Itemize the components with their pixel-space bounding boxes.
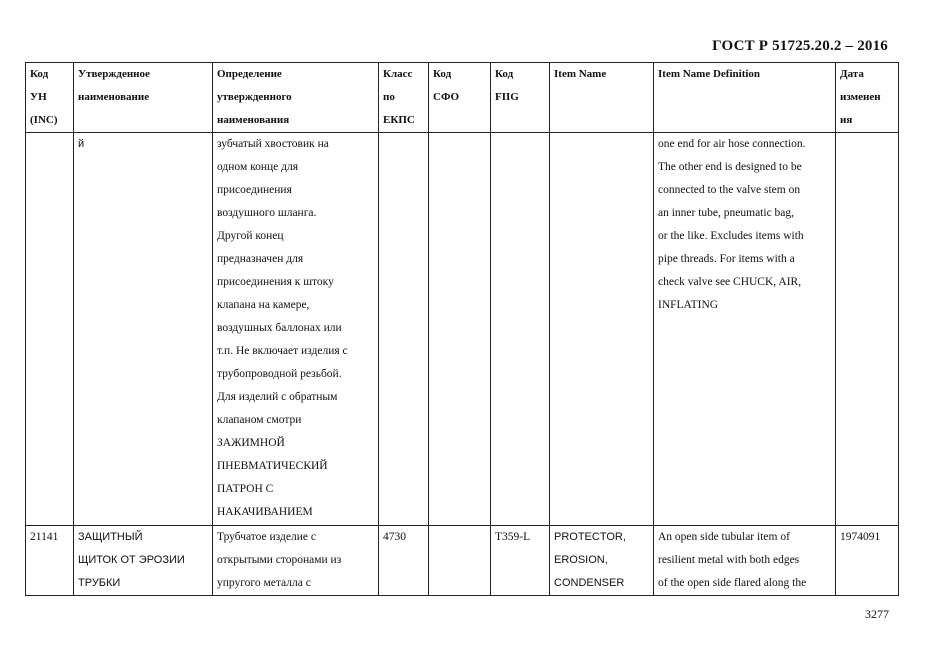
cell-line: Класс [383,68,413,80]
header-approved-name [74,63,213,133]
cell-inc [26,133,74,526]
cell-line: изменен [840,91,881,103]
cell-line: ТРУБКИ [78,577,121,589]
cell-line: Определение [217,68,282,80]
cell-class [379,133,429,526]
cell-approved-name [74,526,213,596]
cell-line: of the open side flared along the [658,577,807,589]
header-row [26,63,899,133]
table-row [26,133,899,526]
cell-line: Утвержденное [78,68,150,80]
cell-sfo [429,526,491,596]
document-title: ГОСТ Р 51725.20.2 – 2016 [712,38,888,54]
cell-fiig [491,133,550,526]
cell-line: Для изделий с обратным [217,391,338,403]
cell-line: EROSION, [554,554,608,566]
cell-line: трубопроводной резьбой. [217,368,342,380]
cell-line: Другой конец [217,230,284,242]
cell-line: ЗАЖИМНОЙ [217,437,285,449]
cell-line: УН [30,91,47,103]
cell-line: клапаном смотри [217,414,302,426]
cell-line: ЕКПС [383,114,415,126]
cell-line: check valve see CHUCK, AIR, [658,276,802,288]
header-item-name [550,63,654,133]
cell-line: й [78,138,85,150]
cell-line: Код [495,68,514,80]
cell-line: ЗАЩИТНЫЙ [78,531,143,543]
cell-line: Item Name Definition [658,68,761,80]
cell-line: клапана на камере, [217,299,310,311]
cell-line: воздушных баллонах или [217,322,342,334]
cell-line: PROTECTOR, [554,531,626,543]
cell-line: по [383,91,395,103]
header-class [379,63,429,133]
cell-sfo [429,133,491,526]
cell-line: 1974091 [840,531,881,543]
cell-line: т.п. Не включает изделия с [217,345,348,357]
cell-line: ЩИТОК ОТ ЭРОЗИИ [78,554,185,566]
page-number: 3277 [865,607,889,621]
catalog-table [25,62,899,596]
cell-line: T359-L [495,531,531,543]
header-fiig [491,63,550,133]
cell-line: An open side tubular item of [658,531,790,543]
cell-line: ПАТРОН С [217,483,274,495]
cell-line: one end for air hose connection. [658,138,806,150]
cell-line: предназначен для [217,253,304,265]
header-item-name-definition [654,63,836,133]
cell-line: зубчатый хвостовик на [217,138,329,150]
cell-line: Код [30,68,49,80]
cell-item-name-definition [654,133,836,526]
cell-approved-name [74,133,213,526]
cell-line: наименование [78,91,150,103]
cell-line: СФО [433,91,460,103]
cell-line: НАКАЧИВАНИЕМ [217,506,313,518]
cell-line: утвержденного [217,91,292,103]
cell-line: воздушного шланга. [217,207,317,219]
cell-line: CONDENSER [554,577,625,589]
cell-item-name [550,133,654,526]
cell-line: присоединения к штоку [217,276,334,288]
cell-fiig [491,526,550,596]
cell-line: or the like. Excludes items with [658,230,804,242]
cell-line: pipe threads. For items with a [658,253,795,265]
cell-line: наименования [217,114,290,126]
cell-definition-ru [213,526,379,596]
cell-line: одном конце для [217,161,299,173]
cell-line: присоединения [217,184,292,196]
header-change-date [836,63,899,133]
cell-line: The other end is designed to be [658,161,802,173]
cell-change-date [836,133,899,526]
cell-line: Трубчатое изделие с [217,531,316,543]
header-inc [26,63,74,133]
cell-item-name [550,526,654,596]
cell-line: Дата [840,68,864,80]
header-sfo [429,63,491,133]
cell-line: INFLATING [658,299,719,311]
cell-line: ия [840,114,853,126]
header-definition-ru [213,63,379,133]
cell-item-name-definition [654,526,836,596]
cell-line: упругого металла с [217,577,311,589]
cell-line: FIIG [495,91,519,103]
cell-line: (INC) [30,114,58,126]
cell-inc [26,526,74,596]
cell-definition-ru [213,133,379,526]
cell-line: открытыми сторонами из [217,554,342,566]
cell-change-date [836,526,899,596]
cell-line: resilient metal with both edges [658,554,800,566]
cell-line: Код [433,68,452,80]
cell-line: an inner tube, pneumatic bag, [658,207,795,219]
cell-line: 4730 [383,531,406,543]
cell-line: connected to the valve stem on [658,184,801,196]
cell-class [379,526,429,596]
cell-line: ПНЕВМАТИЧЕСКИЙ [217,460,328,472]
cell-line: Item Name [554,68,607,80]
table-row [26,526,899,596]
cell-line: 21141 [30,531,59,543]
